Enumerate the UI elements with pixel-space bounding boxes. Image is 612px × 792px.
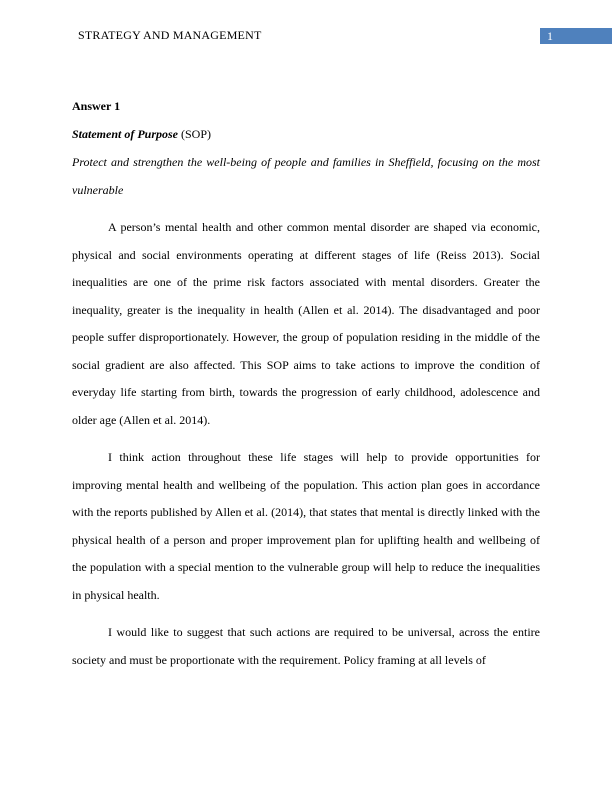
document-body (72, 92, 540, 674)
paragraph-1: A person’s mental health and other common mental disorder are shaped via economic, physical and social environments operating at different stages of life (Reiss 2013). Social inequalities are one of the prime risk factors associated with mental disorders. Greater the inequality, greater is the inequality in health (Allen et al. 2014). The disadvantaged and poor people suffer disproportionately. However, the group of population residing in the middle of the social gradient are also affected. This SOP aims to take actions to improve the condition of everyday life starting from birth, towards the progression of early childhood, adolescence and older age (Allen et al. 2014). (72, 220, 540, 427)
answer-heading: Answer 1 (72, 99, 121, 113)
running-header-title: STRATEGY AND MANAGEMENT (78, 28, 262, 42)
page-number-badge (540, 28, 612, 44)
paragraph-2: I think action throughout these life stages will help to provide opportunities for improving mental health and wellbeing of the population. This action plan goes in accordance with the reports published by Allen et al. (2014), that states that mental is directly linked with the physical health of a person and proper improvement plan for uplifting health and wellbeing of the population with a special mention to the vulnerable group will help to reduce the inequalities in physical health. (72, 450, 540, 602)
paragraph-3: I would like to suggest that such actions are required to be universal, across the entire society and must be proportionate with the requirement. Policy framing at all levels of (72, 625, 540, 667)
sop-label: Statement of Purpose (72, 127, 179, 141)
purpose-statement: Protect and strengthen the well-being of people and families in Sheffield, focusing on the most vulnerable (72, 155, 540, 197)
sop-heading (72, 120, 540, 148)
sop-abbrev: (SOP) (178, 127, 212, 141)
page-number: 1 (547, 29, 553, 43)
